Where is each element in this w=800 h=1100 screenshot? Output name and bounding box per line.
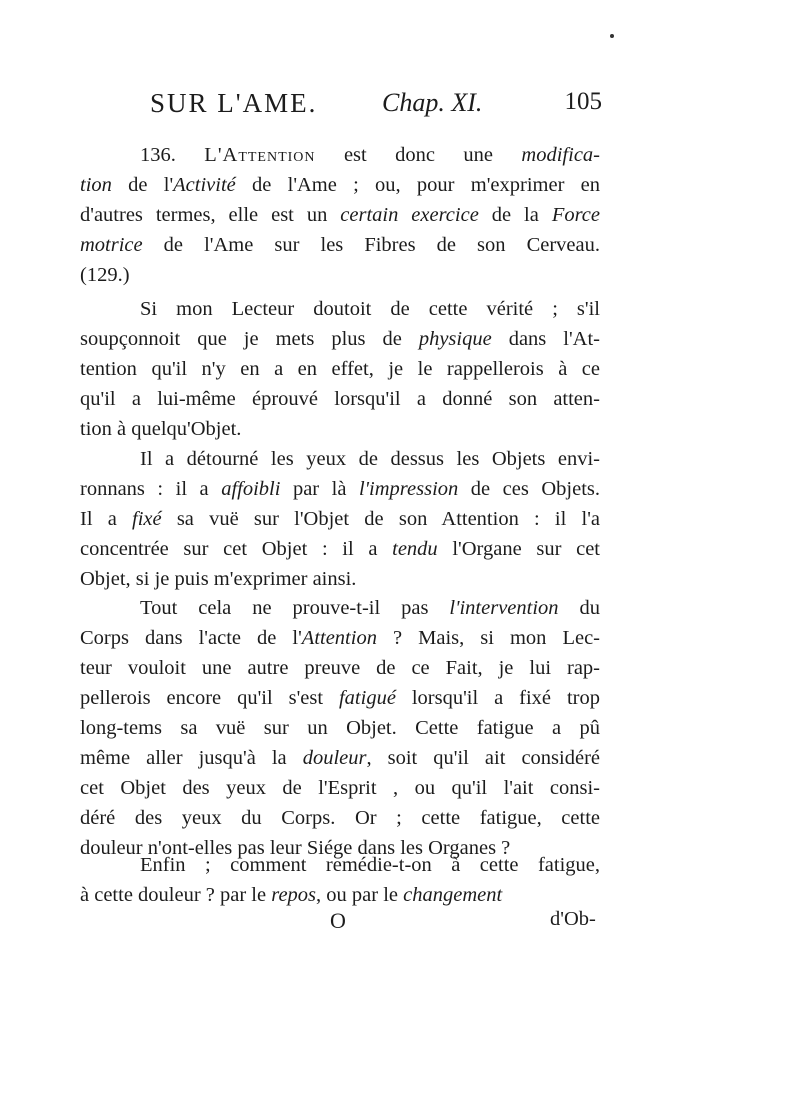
ink-speck — [610, 34, 614, 38]
text-run: L'Attention — [204, 144, 316, 166]
text-run: Tout cela ne prouve-t-il pas — [140, 597, 450, 619]
text-run: tention qu'il n'y en a en effet, je le rappellerois à ce — [80, 358, 600, 380]
text-run: de l'Ame sur les Fibres de son Cerveau. — [142, 234, 600, 256]
text-line — [80, 803, 600, 833]
chapter-label: Chap. XI. — [382, 88, 483, 117]
text-line — [140, 294, 600, 324]
text-line — [80, 683, 600, 713]
text-line — [80, 653, 600, 683]
text-line — [80, 504, 600, 534]
text-line — [80, 880, 600, 910]
italic-run: tendu — [392, 538, 438, 560]
text-line — [80, 414, 600, 444]
signature-mark: O — [330, 908, 346, 933]
text-run: qu'il a lui-même éprouvé lorsqu'il a donné son atten- — [80, 388, 600, 410]
text-run: lorsqu'il a fixé trop — [395, 687, 600, 709]
text-run: de la — [478, 204, 552, 226]
text-run: même aller jusqu'à la — [80, 747, 303, 769]
italic-run: l'intervention — [449, 597, 559, 619]
italic-run: l'impression — [358, 478, 459, 500]
text-run: Objet, si je puis m'exprimer ainsi. — [80, 568, 357, 590]
text-line — [140, 850, 600, 880]
text-run: cet Objet des yeux de l'Esprit , ou qu'il l'ait consi- — [80, 777, 600, 799]
text-run: concentrée sur cet Objet : il a — [80, 538, 393, 560]
text-run: par là — [280, 478, 359, 500]
italic-run: douleur — [302, 747, 367, 769]
text-line — [80, 384, 600, 414]
text-run: tion à quelqu'Objet. — [80, 418, 242, 440]
text-line — [80, 170, 600, 200]
italic-run: Attention — [301, 627, 377, 649]
italic-run: affoibli — [221, 478, 281, 500]
text-line — [80, 564, 600, 594]
text-run: sa vuë sur l'Objet de son Attention : il l'a — [161, 508, 600, 530]
text-line — [80, 623, 600, 653]
text-run: l'Organe sur cet — [437, 538, 600, 560]
running-head: SUR L'AME. — [150, 88, 318, 118]
text-line — [80, 324, 600, 354]
text-run: Corps dans l'acte de l' — [80, 627, 302, 649]
text-run: de ces Objets. — [458, 478, 601, 500]
italic-run: Activité — [173, 174, 236, 196]
text-line — [80, 743, 600, 773]
text-line — [140, 593, 600, 623]
text-run: 136. — [140, 144, 205, 166]
text-run: Il a — [80, 508, 133, 530]
text-run: douleur n'ont-elles pas leur Siége dans les Organes ? — [80, 837, 511, 859]
italic-run: motrice — [80, 234, 143, 256]
text-line — [140, 444, 600, 474]
text-line — [80, 534, 600, 564]
text-line — [80, 354, 600, 384]
italic-run: fatigué — [338, 687, 396, 709]
text-run: soupçonnoit que je mets plus de — [80, 328, 419, 350]
text-run: dans l'At- — [491, 328, 600, 350]
text-line — [80, 200, 600, 230]
text-run: long-tems sa vuë sur un Objet. Cette fatigue a pû — [80, 717, 600, 739]
italic-run: tion — [80, 174, 112, 196]
text-line — [80, 713, 600, 743]
text-run: teur vouloit une autre preuve de ce Fait, je lui rap- — [80, 657, 600, 679]
italic-run: Force — [551, 204, 600, 226]
italic-run: fixé — [132, 508, 162, 530]
text-run: ? Mais, si mon Lec- — [376, 627, 600, 649]
text-run: est donc une — [315, 144, 522, 166]
text-run: ronnans : il a — [80, 478, 222, 500]
text-run: , soit qu'il ait considéré — [366, 747, 600, 769]
text-run: de l' — [111, 174, 174, 196]
text-line — [80, 230, 600, 260]
text-run: d'autres termes, elle est un — [80, 204, 341, 226]
text-run: Si mon Lecteur doutoit de cette vérité ; s'il — [140, 298, 600, 320]
italic-run: modifica- — [521, 144, 600, 166]
text-run: déré des yeux du Corps. Or ; cette fatigue, cette — [80, 807, 600, 829]
italic-run: certain exercice — [340, 204, 479, 226]
text-line — [80, 474, 600, 504]
page-number: 105 — [564, 88, 602, 115]
text-line — [80, 260, 600, 290]
italic-run: changement — [403, 884, 503, 906]
text-run: , ou par le — [316, 884, 404, 906]
page-header — [150, 88, 602, 124]
text-run: du — [558, 597, 601, 619]
italic-run: physique — [418, 328, 492, 350]
italic-run: repos — [271, 884, 317, 906]
text-run: pellerois encore qu'il s'est — [80, 687, 339, 709]
text-line — [80, 773, 600, 803]
text-run: à cette douleur ? par le — [80, 884, 272, 906]
text-run: Il a détourné les yeux de dessus les Objets envi- — [140, 448, 600, 470]
text-line — [140, 140, 600, 170]
text-run: (129.) — [80, 264, 130, 286]
text-run: Enfin ; comment remédie-t-on à cette fatigue, — [140, 854, 600, 876]
catchword: d'Ob- — [550, 908, 596, 930]
text-run: de l'Ame ; ou, pour m'exprimer en — [235, 174, 600, 196]
